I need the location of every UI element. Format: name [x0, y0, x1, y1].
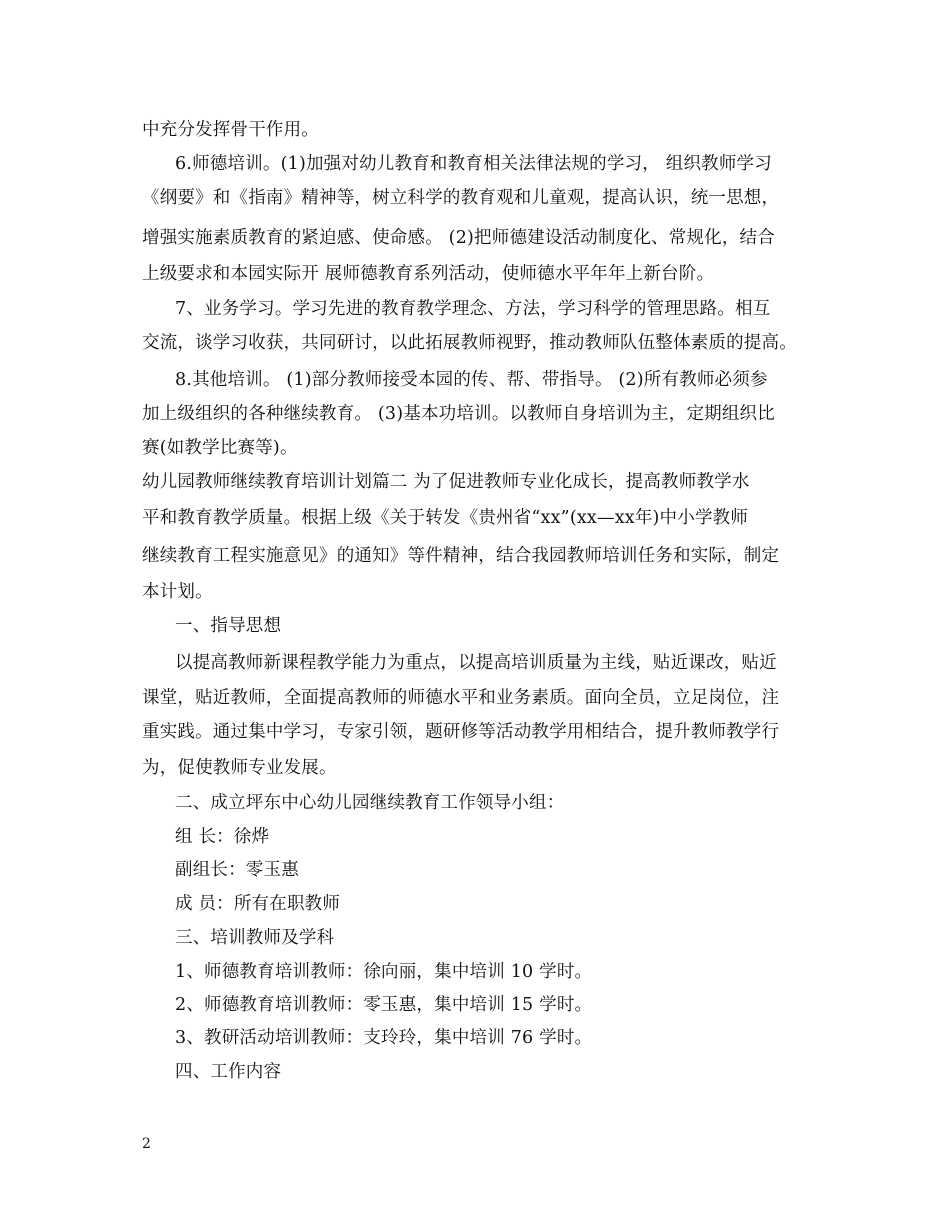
text-line: 本计划。 [142, 582, 213, 602]
heading-work-content: 四、工作内容 [175, 1062, 282, 1082]
text-line: 为，促使教师专业发展。 [142, 758, 337, 778]
text-line: 赛(如教学比赛等)。 [142, 438, 298, 458]
text-line: 增强实施素质教育的紧迫感、使命感。 (2)把师德建设活动制度化、常规化，结合 [142, 228, 775, 248]
text-line: 平和教育教学质量。根据上级《关于转发《贵州省“xx”(xx—xx年)中小学教师 [142, 508, 749, 528]
text-line: 重实践。通过集中学习，专家引领，题研修等活动教学用相结合，提升教师教学行 [142, 722, 780, 742]
list-item: 3、教研活动培训教师：支玲玲，集中培训 76 学时。 [175, 1028, 593, 1048]
text-line: 中充分发挥骨干作用。 [142, 120, 319, 140]
list-item: 1、师德教育培训教师：徐向丽，集中培训 10 学时。 [175, 962, 593, 982]
deputy-leader-line: 副组长：零玉惠 [175, 860, 299, 880]
page-number: 2 [142, 1136, 151, 1152]
heading-leadership-group: 二、成立坪东中心幼儿园继续教育工作领导小组： [175, 793, 565, 813]
list-item: 2、师德教育培训教师：零玉惠，集中培训 15 学时。 [175, 995, 593, 1015]
section-heading-line: 幼儿园教师继续教育培训计划篇二 为了促进教师专业化成长，提高教师教学水 [142, 472, 750, 492]
text-line: 8.其他培训。 (1)部分教师接受本园的传、帮、带指导。 (2)所有教师必须参 [175, 370, 768, 390]
text-line: 上级要求和本园实际开 展师德教育系列活动，使师德水平年年上新台阶。 [142, 264, 715, 284]
text-line: 加上级组织的各种继续教育。 (3)基本功培训。以教师自身培训为主，定期组织比 [142, 404, 775, 424]
text-line: 《纲要》和《指南》精神等，树立科学的教育观和儿童观，提高认识，统一思想， [142, 188, 780, 208]
text-line: 7、业务学习。学习先进的教育教学理念、方法，学习科学的管理思路。相互 [175, 299, 771, 319]
group-leader-line: 组 长：徐烨 [175, 827, 270, 847]
text-line: 6.师德培训。(1)加强对幼儿教育和教育相关法律法规的学习， 组织教师学习 [175, 154, 772, 174]
heading-training-teachers: 三、培训教师及学科 [175, 928, 335, 948]
text-line: 以提高教师新课程教学能力为重点，以提高培训质量为主线，贴近课改，贴近 [175, 653, 777, 673]
text-line: 继续教育工程实施意见》的通知》等件精神，结合我园教师培训任务和实际，制定 [142, 546, 780, 566]
members-line: 成 员：所有在职教师 [175, 894, 341, 914]
heading-guiding-ideology: 一、指导思想 [175, 616, 282, 636]
text-line: 交流，谈学习收获，共同研讨，以此拓展教师视野，推动教师队伍整体素质的提高。 [142, 333, 797, 353]
text-line: 课堂，贴近教师，全面提高教师的师德水平和业务素质。面向全员，立足岗位，注 [142, 688, 780, 708]
